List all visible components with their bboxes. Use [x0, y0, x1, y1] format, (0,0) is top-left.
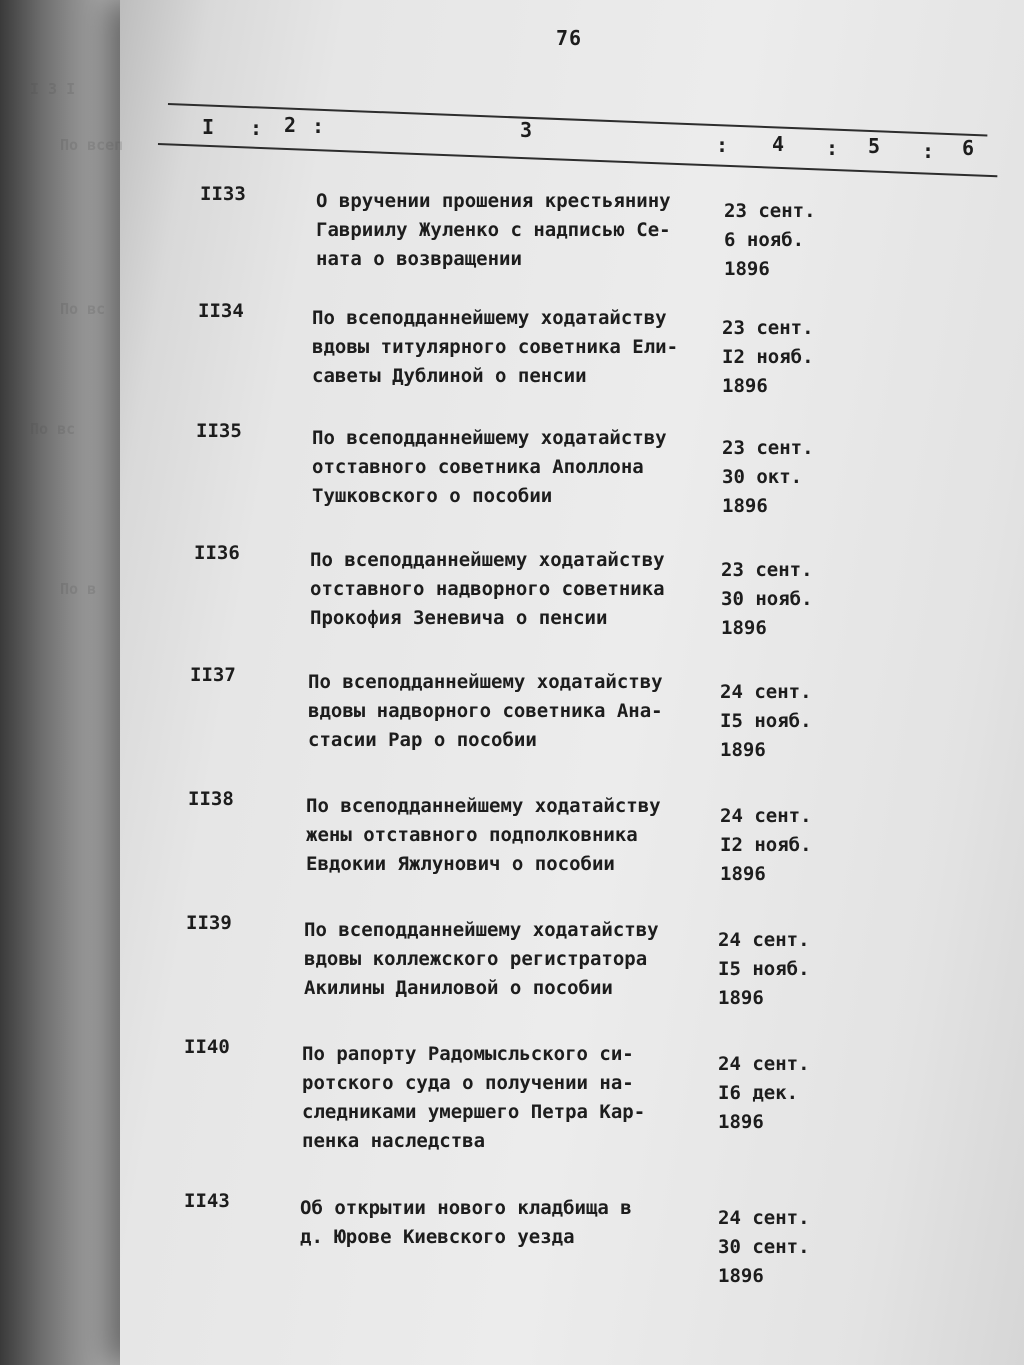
date-resolved: I5 нояб. [720, 710, 812, 732]
entry-description: Об открытии нового кладбища в д. Юрове Киевского уезда [300, 1197, 632, 1248]
entry-dates [718, 926, 828, 1013]
date-resolved: 30 окт. [722, 466, 803, 488]
column-header-4: 4 [772, 132, 785, 156]
date-year: 1896 [720, 739, 766, 761]
date-resolved: I2 нояб. [720, 834, 812, 856]
date-year: 1896 [724, 258, 770, 280]
entry-description: По всеподданнейшему ходатайству отставного надворного советника Прокофия Зеневича о пенсии [310, 549, 665, 629]
entry-number: II36 [194, 542, 240, 564]
entry-description: По всеподданнейшему ходатайству вдовы надворного советника Ана- стасии Рар о пособии [308, 671, 663, 751]
bleed-through-text: По всеп [60, 136, 124, 154]
date-resolved: 6 нояб. [724, 229, 805, 251]
column-separator: : [922, 139, 935, 163]
page-number: 76 [556, 26, 583, 50]
entry-dates [721, 556, 831, 643]
entry-number: II38 [188, 788, 234, 810]
date-received: 23 сент. [724, 200, 816, 222]
date-received: 23 сент. [721, 559, 813, 581]
entry-dates [720, 678, 830, 765]
entry-dates [718, 1204, 828, 1291]
date-resolved: 30 нояб. [721, 588, 813, 610]
entry-number: II34 [198, 300, 244, 322]
entry-description: По всеподданнейшему ходатайству вдовы титулярного советника Ели- саветы Дублиной о пенсии [312, 307, 679, 387]
date-received: 24 сент. [720, 805, 812, 827]
date-year: 1896 [718, 987, 764, 1009]
column-header-6: 6 [962, 136, 975, 160]
entry-description: По рапорту Радомысльского си- ротского суда о получении на- следниками умершего Петра Кар- пенка наследства [302, 1043, 646, 1152]
column-header-5: 5 [868, 134, 881, 158]
date-received: 23 сент. [722, 437, 814, 459]
bleed-through-text: По вс [30, 420, 76, 438]
entry-number: II43 [184, 1190, 230, 1212]
entry-number: II35 [196, 420, 242, 442]
date-received: 24 сент. [718, 1207, 810, 1229]
date-received: 24 сент. [718, 1053, 810, 1075]
entry-number: II37 [190, 664, 236, 686]
entry-dates [724, 197, 834, 284]
entry-dates [722, 434, 832, 521]
entry-description: По всеподданнейшему ходатайству жены отставного подполковника Евдокии Яжлунович о пособии [306, 795, 661, 875]
column-header-3: 3 [520, 118, 533, 142]
date-resolved: I6 дек. [718, 1082, 799, 1104]
date-received: 23 сент. [722, 317, 814, 339]
column-separator: : [312, 114, 325, 138]
date-year: 1896 [722, 495, 768, 517]
bleed-through-text: I 3 I [30, 80, 76, 98]
date-year: 1896 [722, 375, 768, 397]
date-resolved: I5 нояб. [718, 958, 810, 980]
entry-description: По всеподданнейшему ходатайству отставного советника Аполлона Тушковского о пособии [312, 427, 667, 507]
date-year: 1896 [718, 1265, 764, 1287]
date-resolved: I2 нояб. [722, 346, 814, 368]
column-separator: : [250, 116, 263, 140]
column-separator: : [826, 136, 839, 160]
date-received: 24 сент. [718, 929, 810, 951]
column-header-row [0, 0, 1024, 180]
entry-description: По всеподданнейшему ходатайству вдовы коллежского регистратора Акилины Даниловой о пособии [304, 919, 659, 999]
entry-dates [722, 314, 832, 401]
bleed-through-text: По в [60, 580, 97, 598]
date-received: 24 сент. [720, 681, 812, 703]
entry-dates [720, 802, 830, 889]
entry-number: II39 [186, 912, 232, 934]
column-separator: : [716, 133, 729, 157]
entry-description: О вручении прошения крестьянину Гавриилу Жуленко с надписью Се- ната о возвращении [316, 190, 671, 270]
date-year: 1896 [718, 1111, 764, 1133]
date-resolved: 30 сент. [718, 1236, 810, 1258]
date-year: 1896 [720, 863, 766, 885]
entry-number: II40 [184, 1036, 230, 1058]
date-year: 1896 [721, 617, 767, 639]
column-header-1: I [202, 115, 215, 139]
entry-number: II33 [200, 183, 246, 205]
column-header-2: 2 [284, 113, 297, 137]
bleed-through-text: По вс [60, 300, 106, 318]
entry-dates [718, 1050, 828, 1137]
